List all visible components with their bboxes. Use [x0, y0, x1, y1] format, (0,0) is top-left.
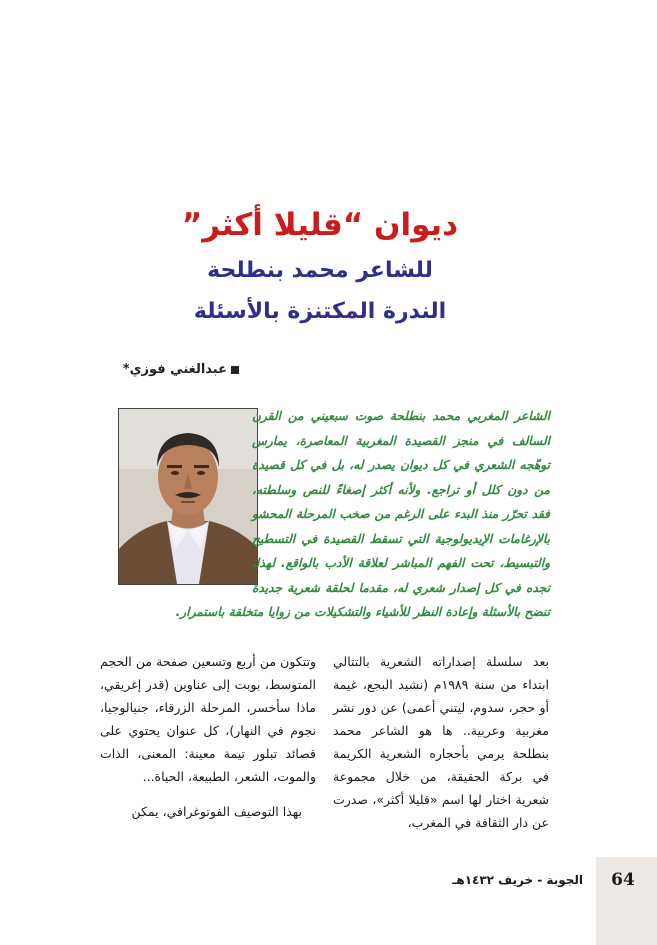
body-paragraph: وتتكون من أربع وتسعين صفحة من الحجم المتوسط، بوبت إلى عناوين (قدر إغريقي، ماذا سأخسر، المرحلة الزرقاء، جنيالوجيا، نجوم في النهار)، كل عنوان يحتوي على قصائد تبلور تيمة معينة: المعنى، الذات والموت، الشعر، الطبيعة، الحياة... [100, 654, 316, 784]
article-title: ديوان “قليلا أكثر” [181, 207, 459, 243]
body-paragraph: بعد سلسلة إصداراته الشعرية بالتتالي ابتداء من سنة ١٩٨٩م (نشيد البجع، غيمة أو حجر، سدوم، ليتني أعمى) عن دور نشر مغربية وعربية.. ها هو الشاعر محمد بنطلحة يرمي بأحجاره الشعرية الكريمة في بركة الحقيقة، من خلال مجموعة شعرية اختار لها اسم «قليلا أكثر»، صدرت عن دار الثقافة في المغرب، [333, 654, 549, 830]
article-abstract [100, 404, 550, 625]
journal-issue: الجوبة - خريف ١٤٣٢هـ [452, 873, 583, 887]
body-column-left [100, 650, 316, 823]
photo-gap [100, 404, 252, 594]
body-column-right [333, 650, 549, 834]
body-paragraph: بهذا التوصيف الفوتوغرافي، يمكن [131, 804, 302, 819]
square-bullet-icon [231, 366, 239, 374]
author-name: عبدالغني فوزي* [122, 362, 227, 377]
page-number: 64 [611, 870, 635, 890]
article-subtitle-poet: للشاعر محمد بنطلحة [207, 258, 433, 283]
article-subtitle-theme: الندرة المكتنزة بالأسئلة [193, 299, 447, 324]
abstract-text: الشاعر المغربي محمد بنطلحة صوت سبعيني من القرن السالف في منجز القصيدة المغربية المعاصرة، يمارس توهّجه الشعري في كل ديوان يصدر له، بل في كل قصيدة من دون كلل أو تراجع. ولأنه أكثر إصغاءً للنص وسلطته، فقد تحرّر منذ البدء على الرغم من صخب المرحلة المحشو بالإرغامات الإيديولوجية التي تسقط القصيدة في التسطيح والتبسيط، تحت الفهم المباشر لعلاقة الأدب بالواقع. لهذا، تجده في كل إصدار شعري له، مقدما لحلقة شعرية جديدة تنضح بالأسئلة وإعادة النظر للأشياء والتشكيلات من زوايا متخلقة باستمرار. [175, 409, 550, 619]
author-byline [39, 362, 239, 377]
